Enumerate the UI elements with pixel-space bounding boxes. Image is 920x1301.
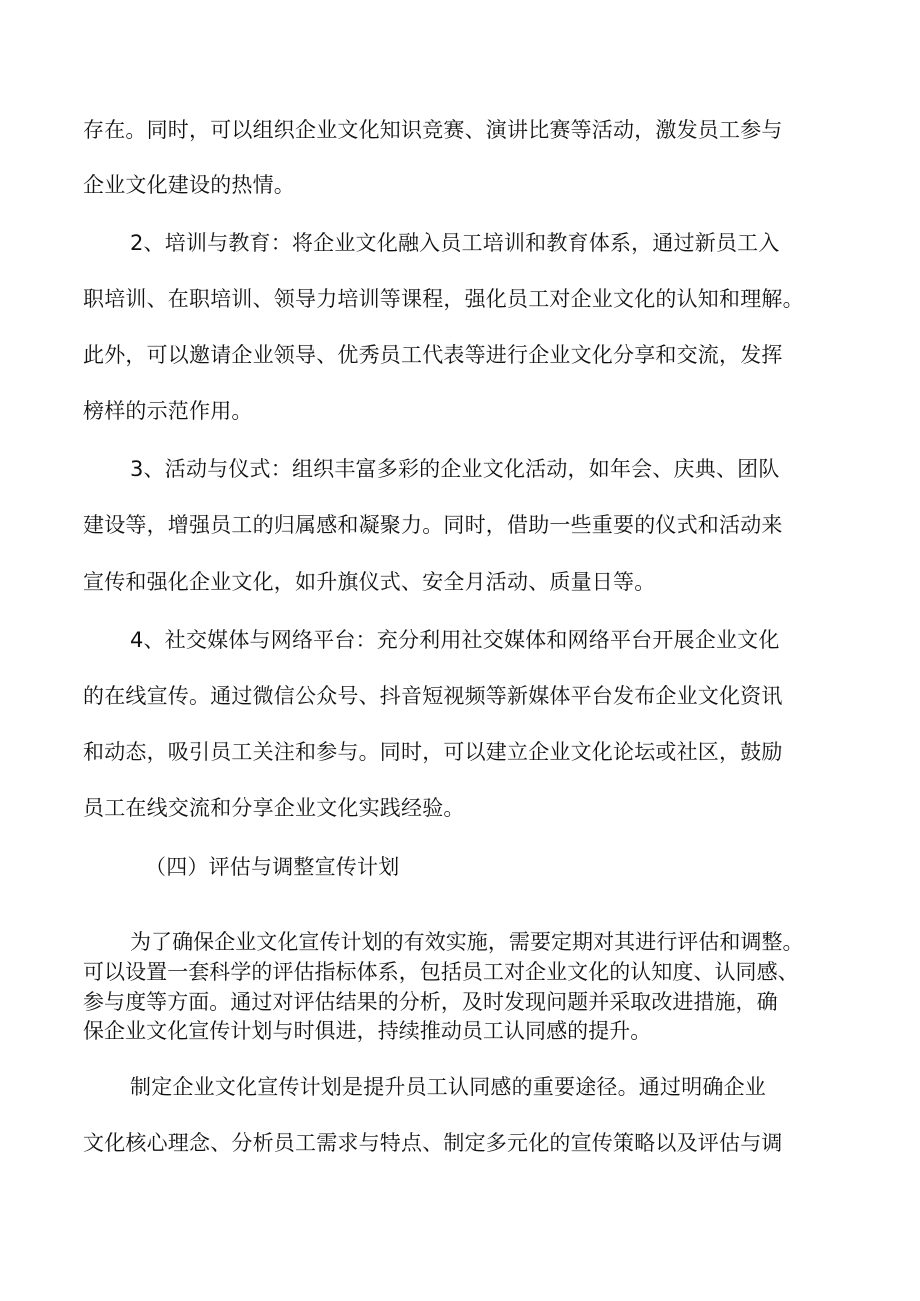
paragraph-2-line-1: 2、培训与教育：将企业文化融入员工培训和教育体系，通过新员工入 xyxy=(130,231,780,255)
paragraph-2-line-3: 此外，可以邀请企业领导、优秀员工代表等进行企业文化分享和交流，发挥 xyxy=(83,343,783,367)
paragraph-3-line-2: 建设等，增强员工的归属感和凝聚力。同时，借助一些重要的仪式和活动来 xyxy=(83,513,783,537)
paragraph-4-line-1: 4、社交媒体与网络平台：充分利用社交媒体和网络平台开展企业文化 xyxy=(130,628,780,652)
paragraph-6-line-1: 制定企业文化宣传计划是提升员工认同感的重要途径。通过明确企业 xyxy=(130,1075,766,1099)
paragraph-5-line-2: 可以设置一套科学的评估指标体系，包括员工对企业文化的认知度、认同感、 xyxy=(83,960,799,984)
paragraph-6-line-2: 文化核心理念、分析员工需求与特点、制定多元化的宣传策略以及评估与调 xyxy=(83,1131,783,1155)
paragraph-3-line-3: 宣传和强化企业文化，如升旗仪式、安全月活动、质量日等。 xyxy=(83,570,656,594)
paragraph-4-line-2: 的在线宣传。通过微信公众号、抖音短视频等新媒体平台发布企业文化资讯 xyxy=(83,684,783,708)
paragraph-2-line-4: 榜样的示范作用。 xyxy=(83,399,253,423)
paragraph-2-line-2: 职培训、在职培训、领导力培训等课程，强化员工对企业文化的认知和理解。 xyxy=(83,287,804,311)
paragraph-4-line-3: 和动态，吸引员工关注和参与。同时，可以建立企业文化论坛或社区，鼓励 xyxy=(83,740,783,764)
paragraph-1-line-2: 企业文化建设的热情。 xyxy=(83,173,295,197)
paragraph-4-line-4: 员工在线交流和分享企业文化实践经验。 xyxy=(83,796,465,820)
section-heading: （四）评估与调整宣传计划 xyxy=(145,855,400,879)
paragraph-5-line-1: 为了确保企业文化宣传计划的有效实施，需要定期对其进行评估和调整。 xyxy=(130,930,804,954)
paragraph-1-line-1: 存在。同时，可以组织企业文化知识竞赛、演讲比赛等活动，激发员工参与 xyxy=(83,118,783,142)
paragraph-3-line-1: 3、活动与仪式：组织丰富多彩的企业文化活动，如年会、庆典、团队 xyxy=(130,457,780,481)
paragraph-5-line-4: 保企业文化宣传计划与时俱进，持续推动员工认同感的提升。 xyxy=(83,1019,652,1043)
paragraph-5-line-3: 参与度等方面。通过对评估结果的分析，及时发现问题并采取改进措施，确 xyxy=(83,990,778,1014)
